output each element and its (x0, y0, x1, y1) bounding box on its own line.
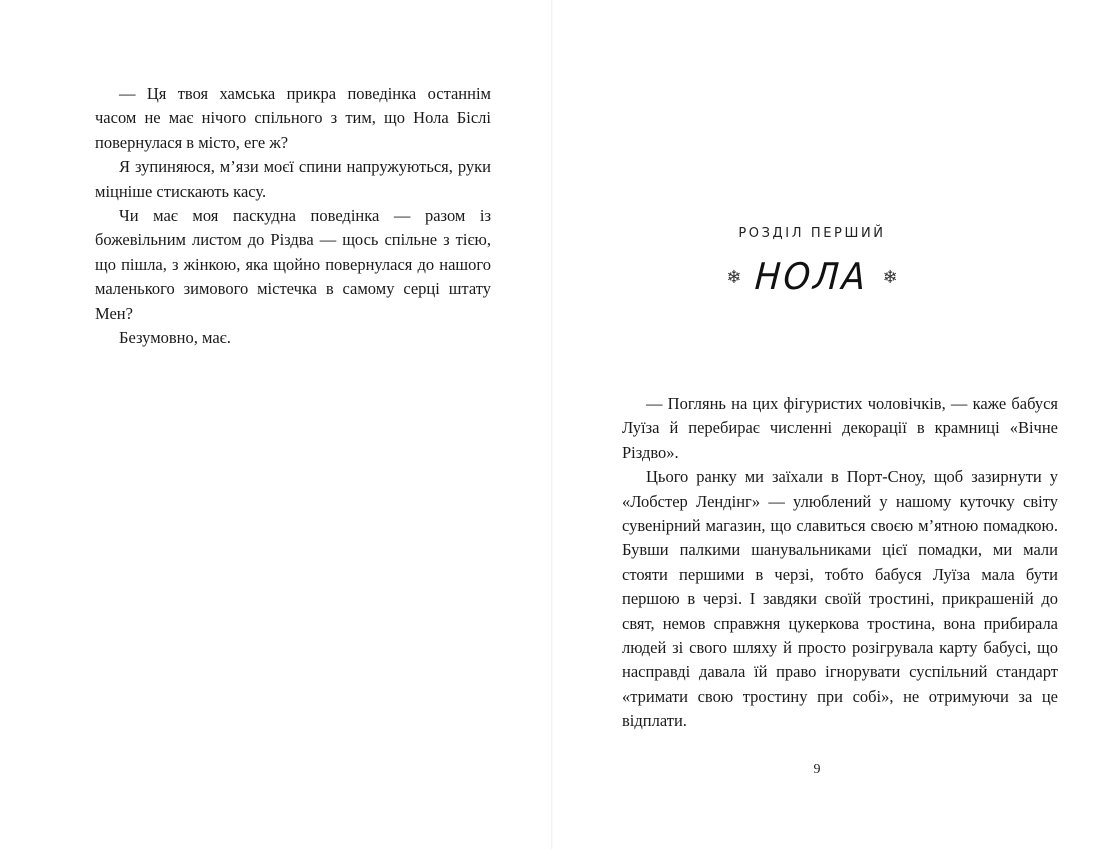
paragraph: Безумовно, має. (119, 328, 231, 348)
snowflake-icon: ❄ (882, 267, 898, 287)
left-page (0, 0, 552, 849)
chapter-title: НОЛА (754, 255, 870, 299)
right-page-text (622, 392, 1058, 734)
left-page-text (95, 82, 491, 350)
chapter-heading (662, 255, 962, 299)
page-number: 9 (813, 762, 821, 777)
paragraph: — Ця твоя хамська прикра поведінка останнім часом не має нічого спільного з тим, що Нола Біслі повернулася в місто, еге ж? (95, 84, 491, 152)
paragraph: Я зупиняюся, м’язи моєї спини напружуються, руки міцніше стискають касу. (95, 157, 491, 201)
paragraph: Чи має моя паскудна поведінка — разом із божевільним листом до Різдва — щось спільне з тією, що пішла, з жінкою, яка щойно повернулася до нашого маленького зимового містечка в самому серці штату Мен? (95, 206, 491, 323)
right-page (552, 0, 1105, 849)
chapter-label: РОЗДІЛ ПЕРШИЙ (738, 226, 886, 241)
paragraph: — Поглянь на цих фігуристих чоловічків, — каже бабуся Луїза й перебирає численні декорації в крамниці «Вічне Різдво». (622, 394, 1058, 462)
paragraph: Цього ранку ми заїхали в Порт-Сноу, щоб зазирнути у «Лобстер Лендінг» — улюблений у нашому куточку світу сувенірний магазин, що славиться своєю м’ятною помадкою. Бувши палкими шанувальниками цієї помадки, ми мали стояти першими в черзі, тобто бабуся Луїза мала бути першою в черзі. І завдяки своїй тростині, прикрашеній до свят, немов справжня цукеркова тростина, вона прибирала людей зі свого шляху й просто розігрувала карту бабусі, що насправді давала їй право ігнорувати суспільний стандарт «тримати свою тростину при собі», не отримуючи за це відплати. (622, 467, 1058, 731)
snowflake-icon: ❄ (726, 267, 742, 287)
